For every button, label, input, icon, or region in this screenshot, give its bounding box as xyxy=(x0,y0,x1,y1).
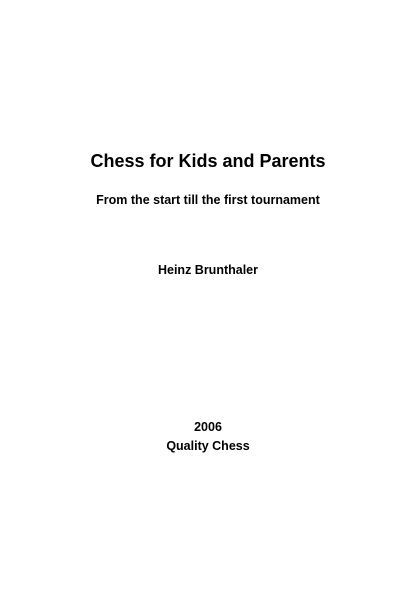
book-subtitle: From the start till the first tournament xyxy=(96,193,320,207)
publisher-name: Quality Chess xyxy=(166,439,250,453)
publication-year: 2006 xyxy=(194,420,222,434)
author-name: Heinz Brunthaler xyxy=(157,263,258,277)
book-title: Chess for Kids and Parents xyxy=(90,151,326,171)
